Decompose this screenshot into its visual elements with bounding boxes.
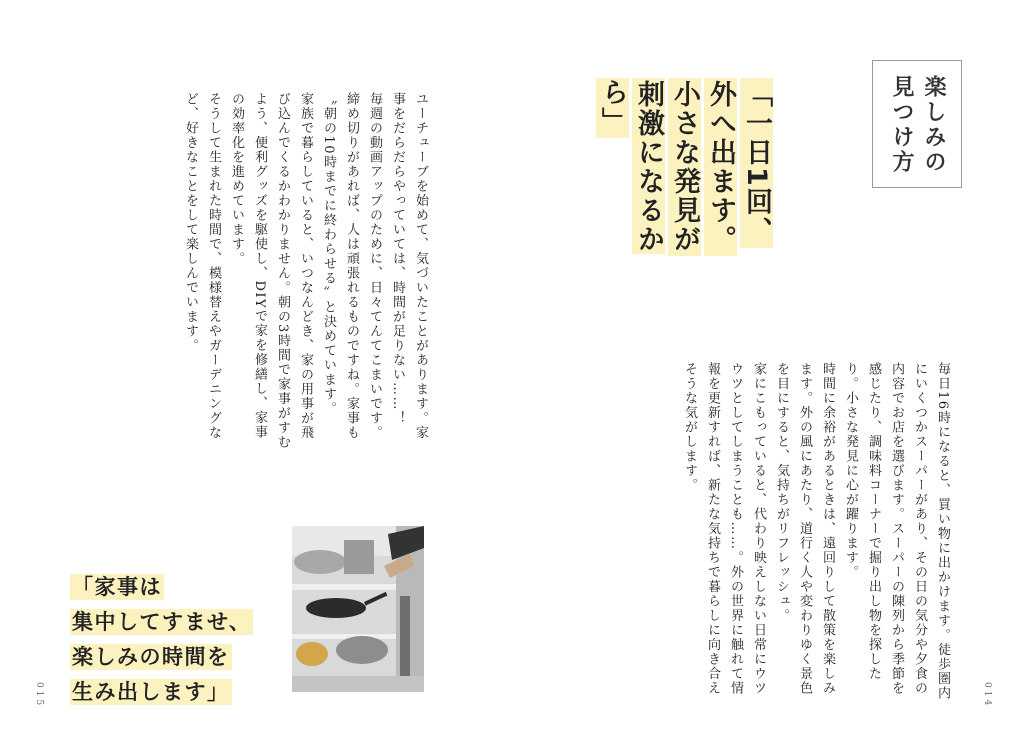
kitchen-photo-icon <box>292 526 424 692</box>
heading-line-1: 「一日1回、 <box>741 80 772 246</box>
kitchen-photo <box>292 526 424 692</box>
right-body-text: 毎日16時になると、買い物に出かけます。徒歩圏内にいくつかスーパーがあり、その日の気分や夕食の内容でお店を選びます。スーパーの陳列から季節を感じたり、調味料コーナーで掘り出し物を探したり。小さな発見に心が躍ります。 時間に余裕があるときは、遠回りして散策を楽しみます。外の風にあたり、道行く人や変わりゆく景色を目にすると、気持ちがリフレッシュ。 家にこもっていると、代わり映えしない日常にウツウツとしてしまうことも……。外の世界に触れて情報を更新すれば、新たな気持ちで暮らしに向き合えそうな気がします。 <box>682 362 950 701</box>
quote-line-1: 「家事は <box>72 575 162 599</box>
left-quote-heading <box>70 570 253 710</box>
quote-line-4: 生み出します」 <box>72 680 230 704</box>
section-tag <box>872 60 962 188</box>
heading-line-3: 小さな発見が <box>669 80 700 254</box>
page-number-left: 015 <box>34 682 44 709</box>
section-tag-text: 楽しみの 見つけ方 <box>889 75 946 175</box>
right-heading <box>594 78 774 288</box>
quote-line-3: 楽しみの時間を <box>72 645 230 669</box>
page-number-right: 014 <box>982 682 992 709</box>
left-body-text: ユーチューブを始めて、気づいたことがあります。家事をだらだらやっていては、時間が足りない……！ 毎週の動画アップのために、日々てんてこまいです。締め切りがあれば、人は頑張れるものですね。家事も〝朝の10時までに終わらせる〟と決めています。 家族で暮らしていると、いつなんどき、家の用事が飛び込んでくるかわかりません。朝の3時間で家事がすむよう、便利グッズを駆使し、DIYで家を修繕し、家事の効率化を進めています。 そうして生まれた時間で、模様替えやガーデニングなど、好きなことをして楽しんでいます。 <box>183 92 428 450</box>
heading-line-4: 刺激になるから」 <box>597 78 664 254</box>
heading-line-2: 外へ出ます。 <box>705 80 736 254</box>
quote-line-2: 集中してすませ、 <box>72 610 252 634</box>
